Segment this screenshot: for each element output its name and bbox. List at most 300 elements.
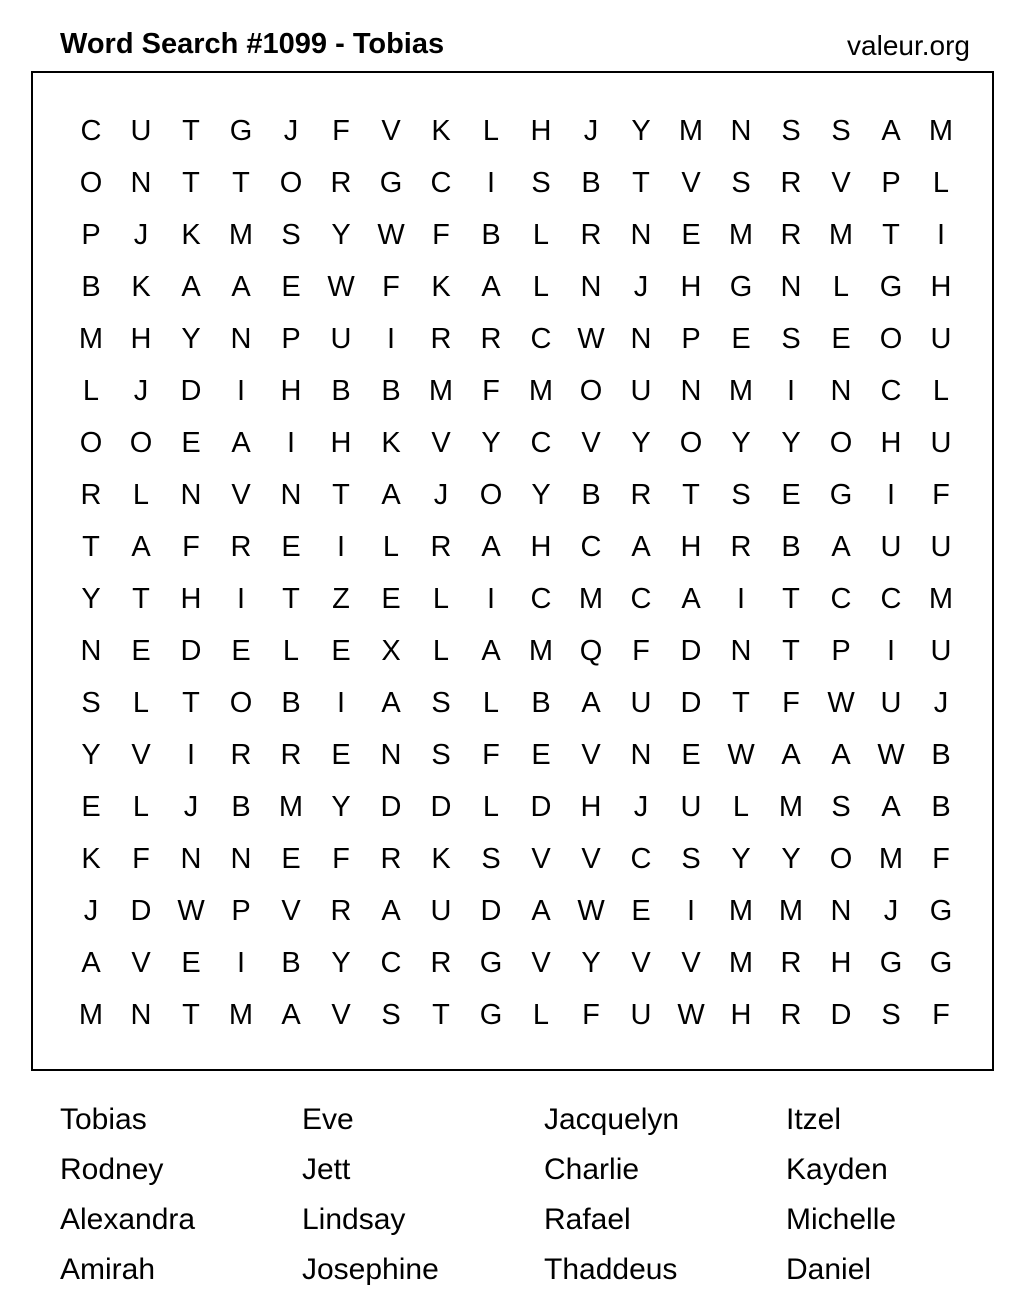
grid-letter[interactable]: F: [432, 218, 450, 251]
grid-letter[interactable]: T: [632, 166, 650, 199]
grid-letter[interactable]: I: [936, 218, 946, 251]
grid-letter[interactable]: O: [79, 426, 103, 459]
grid-letter[interactable]: H: [680, 270, 702, 303]
grid-letter[interactable]: C: [430, 166, 452, 199]
grid-letter[interactable]: R: [780, 218, 802, 251]
grid-letter[interactable]: A: [481, 634, 501, 667]
grid-letter[interactable]: F: [782, 686, 800, 719]
grid-letter[interactable]: W: [727, 738, 755, 771]
grid-letter[interactable]: T: [82, 530, 100, 563]
grid-letter[interactable]: W: [327, 270, 355, 303]
grid-letter[interactable]: F: [932, 998, 950, 1031]
grid-letter[interactable]: D: [380, 790, 402, 823]
grid-letter[interactable]: B: [531, 686, 551, 719]
grid-letter[interactable]: T: [282, 582, 300, 615]
grid-letter[interactable]: V: [631, 946, 651, 979]
grid-letter[interactable]: H: [530, 530, 552, 563]
grid-letter[interactable]: Y: [331, 946, 351, 979]
grid-letter[interactable]: U: [930, 530, 952, 563]
grid-letter[interactable]: A: [381, 478, 401, 511]
grid-letter[interactable]: F: [482, 738, 500, 771]
grid-letter[interactable]: P: [831, 634, 851, 667]
grid-letter[interactable]: W: [577, 322, 605, 355]
grid-letter[interactable]: C: [380, 946, 402, 979]
grid-letter[interactable]: M: [78, 322, 104, 355]
grid-letter[interactable]: B: [581, 166, 601, 199]
grid-letter[interactable]: M: [828, 218, 854, 251]
grid-letter[interactable]: I: [886, 478, 896, 511]
grid-letter[interactable]: R: [430, 322, 452, 355]
grid-letter[interactable]: V: [831, 166, 851, 199]
grid-letter[interactable]: A: [381, 686, 401, 719]
grid-letter[interactable]: Z: [332, 582, 350, 615]
grid-letter[interactable]: I: [486, 166, 496, 199]
grid-letter[interactable]: F: [332, 114, 350, 147]
grid-letter[interactable]: I: [236, 946, 246, 979]
grid-letter[interactable]: N: [730, 634, 752, 667]
grid-letter[interactable]: D: [680, 634, 702, 667]
grid-letter[interactable]: B: [931, 790, 951, 823]
grid-letter[interactable]: N: [80, 634, 102, 667]
grid-letter[interactable]: Y: [181, 322, 201, 355]
grid-letter[interactable]: N: [180, 842, 202, 875]
grid-letter[interactable]: Q: [579, 634, 603, 667]
grid-letter[interactable]: L: [132, 686, 150, 719]
grid-letter[interactable]: I: [686, 894, 696, 927]
grid-letter[interactable]: D: [680, 686, 702, 719]
grid-letter[interactable]: J: [133, 218, 149, 251]
grid-letter[interactable]: J: [183, 790, 199, 823]
grid-letter[interactable]: N: [830, 894, 852, 927]
grid-letter[interactable]: O: [79, 166, 103, 199]
grid-letter[interactable]: B: [781, 530, 801, 563]
grid-letter[interactable]: R: [430, 530, 452, 563]
grid-letter[interactable]: P: [81, 218, 101, 251]
grid-letter[interactable]: A: [81, 946, 101, 979]
grid-letter[interactable]: P: [881, 166, 901, 199]
grid-letter[interactable]: A: [831, 530, 851, 563]
grid-letter[interactable]: T: [182, 166, 200, 199]
grid-letter[interactable]: N: [580, 270, 602, 303]
grid-letter[interactable]: L: [132, 790, 150, 823]
grid-letter[interactable]: A: [381, 894, 401, 927]
grid-letter[interactable]: Y: [481, 426, 501, 459]
grid-letter[interactable]: G: [729, 270, 753, 303]
grid-letter[interactable]: A: [131, 530, 151, 563]
grid-letter[interactable]: J: [83, 894, 99, 927]
grid-letter[interactable]: B: [331, 374, 351, 407]
grid-letter[interactable]: N: [730, 114, 752, 147]
grid-letter[interactable]: M: [928, 114, 954, 147]
grid-letter[interactable]: M: [278, 790, 304, 823]
grid-letter[interactable]: S: [831, 114, 851, 147]
grid-letter[interactable]: S: [781, 322, 801, 355]
grid-letter[interactable]: M: [228, 998, 254, 1031]
grid-letter[interactable]: N: [630, 322, 652, 355]
grid-letter[interactable]: C: [80, 114, 102, 147]
grid-letter[interactable]: L: [932, 166, 950, 199]
grid-letter[interactable]: V: [581, 842, 601, 875]
grid-letter[interactable]: F: [332, 842, 350, 875]
grid-letter[interactable]: I: [336, 686, 346, 719]
grid-letter[interactable]: T: [432, 998, 450, 1031]
grid-letter[interactable]: H: [330, 426, 352, 459]
grid-letter[interactable]: K: [131, 270, 151, 303]
grid-letter[interactable]: R: [630, 478, 652, 511]
grid-letter[interactable]: B: [481, 218, 501, 251]
grid-letter[interactable]: V: [231, 478, 251, 511]
grid-letter[interactable]: B: [931, 738, 951, 771]
grid-letter[interactable]: L: [432, 582, 450, 615]
grid-letter[interactable]: L: [382, 530, 400, 563]
grid-letter[interactable]: E: [81, 790, 101, 823]
grid-letter[interactable]: E: [681, 218, 701, 251]
grid-letter[interactable]: D: [180, 374, 202, 407]
grid-letter[interactable]: R: [230, 530, 252, 563]
grid-letter[interactable]: E: [531, 738, 551, 771]
grid-letter[interactable]: B: [581, 478, 601, 511]
grid-letter[interactable]: N: [130, 998, 152, 1031]
grid-letter[interactable]: D: [480, 894, 502, 927]
grid-letter[interactable]: C: [530, 426, 552, 459]
grid-letter[interactable]: D: [180, 634, 202, 667]
grid-letter[interactable]: A: [831, 738, 851, 771]
grid-letter[interactable]: R: [280, 738, 302, 771]
grid-letter[interactable]: B: [81, 270, 101, 303]
grid-letter[interactable]: I: [886, 634, 896, 667]
grid-letter[interactable]: N: [130, 166, 152, 199]
grid-letter[interactable]: M: [728, 374, 754, 407]
grid-letter[interactable]: H: [730, 998, 752, 1031]
grid-letter[interactable]: F: [932, 478, 950, 511]
grid-letter[interactable]: L: [432, 634, 450, 667]
grid-letter[interactable]: T: [132, 582, 150, 615]
grid-letter[interactable]: L: [732, 790, 750, 823]
grid-letter[interactable]: A: [231, 270, 251, 303]
grid-letter[interactable]: B: [231, 790, 251, 823]
grid-letter[interactable]: S: [881, 998, 901, 1031]
grid-letter[interactable]: V: [131, 946, 151, 979]
grid-letter[interactable]: H: [280, 374, 302, 407]
grid-letter[interactable]: O: [679, 426, 703, 459]
grid-letter[interactable]: G: [929, 894, 953, 927]
grid-letter[interactable]: S: [431, 686, 451, 719]
grid-letter[interactable]: L: [482, 686, 500, 719]
grid-letter[interactable]: Y: [731, 842, 751, 875]
grid-letter[interactable]: R: [730, 530, 752, 563]
grid-letter[interactable]: E: [281, 530, 301, 563]
grid-letter[interactable]: C: [880, 374, 902, 407]
grid-letter[interactable]: G: [229, 114, 253, 147]
grid-letter[interactable]: T: [882, 218, 900, 251]
grid-letter[interactable]: M: [928, 582, 954, 615]
grid-letter[interactable]: A: [481, 530, 501, 563]
grid-letter[interactable]: O: [579, 374, 603, 407]
grid-letter[interactable]: R: [480, 322, 502, 355]
grid-letter[interactable]: L: [82, 374, 100, 407]
grid-letter[interactable]: U: [880, 686, 902, 719]
grid-letter[interactable]: U: [930, 426, 952, 459]
grid-letter[interactable]: U: [930, 322, 952, 355]
grid-letter[interactable]: N: [180, 478, 202, 511]
grid-letter[interactable]: S: [281, 218, 301, 251]
grid-letter[interactable]: C: [630, 582, 652, 615]
grid-letter[interactable]: M: [678, 114, 704, 147]
grid-letter[interactable]: O: [279, 166, 303, 199]
grid-letter[interactable]: M: [778, 790, 804, 823]
grid-letter[interactable]: R: [380, 842, 402, 875]
grid-letter[interactable]: U: [930, 634, 952, 667]
grid-letter[interactable]: G: [879, 270, 903, 303]
grid-letter[interactable]: V: [431, 426, 451, 459]
grid-letter[interactable]: B: [281, 946, 301, 979]
grid-letter[interactable]: L: [132, 478, 150, 511]
grid-letter[interactable]: V: [581, 738, 601, 771]
grid-letter[interactable]: E: [331, 738, 351, 771]
grid-letter[interactable]: E: [231, 634, 251, 667]
grid-letter[interactable]: I: [736, 582, 746, 615]
grid-letter[interactable]: N: [630, 738, 652, 771]
grid-letter[interactable]: I: [236, 582, 246, 615]
grid-letter[interactable]: I: [286, 426, 296, 459]
grid-letter[interactable]: E: [281, 842, 301, 875]
grid-letter[interactable]: M: [728, 946, 754, 979]
grid-letter[interactable]: T: [782, 634, 800, 667]
grid-letter[interactable]: E: [331, 634, 351, 667]
grid-letter[interactable]: V: [531, 842, 551, 875]
grid-letter[interactable]: D: [830, 998, 852, 1031]
grid-letter[interactable]: Y: [631, 426, 651, 459]
grid-letter[interactable]: G: [879, 946, 903, 979]
grid-letter[interactable]: T: [182, 998, 200, 1031]
grid-letter[interactable]: F: [382, 270, 400, 303]
grid-letter[interactable]: O: [229, 686, 253, 719]
grid-letter[interactable]: W: [377, 218, 405, 251]
grid-letter[interactable]: H: [830, 946, 852, 979]
grid-letter[interactable]: I: [236, 374, 246, 407]
grid-letter[interactable]: S: [781, 114, 801, 147]
grid-letter[interactable]: L: [832, 270, 850, 303]
grid-letter[interactable]: L: [932, 374, 950, 407]
grid-letter[interactable]: V: [531, 946, 551, 979]
grid-letter[interactable]: S: [831, 790, 851, 823]
grid-letter[interactable]: I: [336, 530, 346, 563]
grid-letter[interactable]: H: [580, 790, 602, 823]
grid-letter[interactable]: E: [131, 634, 151, 667]
grid-letter[interactable]: F: [932, 842, 950, 875]
grid-letter[interactable]: L: [482, 790, 500, 823]
grid-letter[interactable]: J: [633, 270, 649, 303]
grid-letter[interactable]: A: [631, 530, 651, 563]
grid-letter[interactable]: M: [728, 894, 754, 927]
grid-letter[interactable]: K: [431, 114, 451, 147]
grid-letter[interactable]: Y: [781, 842, 801, 875]
grid-letter[interactable]: P: [281, 322, 301, 355]
grid-letter[interactable]: F: [132, 842, 150, 875]
grid-letter[interactable]: M: [228, 218, 254, 251]
grid-letter[interactable]: X: [381, 634, 401, 667]
grid-letter[interactable]: G: [479, 946, 503, 979]
grid-letter[interactable]: S: [431, 738, 451, 771]
grid-letter[interactable]: K: [381, 426, 401, 459]
grid-letter[interactable]: U: [330, 322, 352, 355]
grid-letter[interactable]: M: [78, 998, 104, 1031]
grid-letter[interactable]: T: [732, 686, 750, 719]
grid-letter[interactable]: H: [530, 114, 552, 147]
grid-letter[interactable]: I: [486, 582, 496, 615]
grid-letter[interactable]: F: [582, 998, 600, 1031]
grid-letter[interactable]: Y: [331, 218, 351, 251]
grid-letter[interactable]: F: [182, 530, 200, 563]
grid-letter[interactable]: S: [531, 166, 551, 199]
grid-letter[interactable]: E: [381, 582, 401, 615]
grid-letter[interactable]: A: [881, 790, 901, 823]
grid-letter[interactable]: A: [581, 686, 601, 719]
grid-letter[interactable]: H: [930, 270, 952, 303]
grid-letter[interactable]: T: [182, 114, 200, 147]
grid-letter[interactable]: U: [630, 374, 652, 407]
grid-letter[interactable]: A: [781, 738, 801, 771]
grid-letter[interactable]: L: [482, 114, 500, 147]
grid-letter[interactable]: R: [230, 738, 252, 771]
grid-letter[interactable]: Y: [781, 426, 801, 459]
grid-letter[interactable]: O: [829, 842, 853, 875]
grid-letter[interactable]: U: [130, 114, 152, 147]
grid-letter[interactable]: K: [81, 842, 101, 875]
grid-letter[interactable]: J: [883, 894, 899, 927]
grid-letter[interactable]: W: [877, 738, 905, 771]
grid-letter[interactable]: Y: [531, 478, 551, 511]
grid-letter[interactable]: R: [330, 894, 352, 927]
grid-letter[interactable]: S: [681, 842, 701, 875]
grid-letter[interactable]: G: [929, 946, 953, 979]
grid-letter[interactable]: C: [530, 322, 552, 355]
grid-letter[interactable]: N: [230, 842, 252, 875]
grid-letter[interactable]: R: [780, 946, 802, 979]
grid-letter[interactable]: V: [131, 738, 151, 771]
grid-letter[interactable]: O: [479, 478, 503, 511]
grid-letter[interactable]: I: [786, 374, 796, 407]
grid-letter[interactable]: D: [130, 894, 152, 927]
grid-letter[interactable]: O: [129, 426, 153, 459]
grid-letter[interactable]: A: [231, 426, 251, 459]
grid-letter[interactable]: U: [680, 790, 702, 823]
grid-letter[interactable]: N: [780, 270, 802, 303]
grid-letter[interactable]: A: [181, 270, 201, 303]
grid-letter[interactable]: Y: [581, 946, 601, 979]
grid-letter[interactable]: D: [530, 790, 552, 823]
grid-letter[interactable]: P: [681, 322, 701, 355]
grid-letter[interactable]: R: [80, 478, 102, 511]
grid-letter[interactable]: S: [381, 998, 401, 1031]
grid-letter[interactable]: L: [532, 270, 550, 303]
grid-letter[interactable]: J: [933, 686, 949, 719]
grid-letter[interactable]: A: [281, 998, 301, 1031]
grid-letter[interactable]: M: [878, 842, 904, 875]
grid-letter[interactable]: N: [630, 218, 652, 251]
grid-letter[interactable]: V: [281, 894, 301, 927]
grid-letter[interactable]: R: [330, 166, 352, 199]
grid-letter[interactable]: U: [630, 998, 652, 1031]
grid-letter[interactable]: Y: [731, 426, 751, 459]
grid-letter[interactable]: M: [778, 894, 804, 927]
grid-letter[interactable]: B: [381, 374, 401, 407]
grid-letter[interactable]: W: [677, 998, 705, 1031]
grid-letter[interactable]: J: [133, 374, 149, 407]
grid-letter[interactable]: C: [830, 582, 852, 615]
grid-letter[interactable]: H: [180, 582, 202, 615]
grid-letter[interactable]: T: [332, 478, 350, 511]
grid-letter[interactable]: G: [479, 998, 503, 1031]
grid-letter[interactable]: T: [232, 166, 250, 199]
grid-letter[interactable]: M: [578, 582, 604, 615]
grid-letter[interactable]: T: [182, 686, 200, 719]
grid-letter[interactable]: J: [283, 114, 299, 147]
grid-letter[interactable]: N: [380, 738, 402, 771]
grid-letter[interactable]: C: [530, 582, 552, 615]
grid-letter[interactable]: O: [829, 426, 853, 459]
grid-letter[interactable]: W: [177, 894, 205, 927]
grid-letter[interactable]: M: [528, 634, 554, 667]
grid-letter[interactable]: R: [430, 946, 452, 979]
grid-letter[interactable]: T: [682, 478, 700, 511]
grid-letter[interactable]: K: [181, 218, 201, 251]
grid-letter[interactable]: V: [581, 426, 601, 459]
grid-letter[interactable]: J: [583, 114, 599, 147]
grid-letter[interactable]: E: [631, 894, 651, 927]
grid-letter[interactable]: N: [230, 322, 252, 355]
grid-letter[interactable]: Y: [631, 114, 651, 147]
grid-letter[interactable]: N: [280, 478, 302, 511]
grid-letter[interactable]: M: [528, 374, 554, 407]
grid-letter[interactable]: N: [830, 374, 852, 407]
grid-letter[interactable]: I: [186, 738, 196, 771]
grid-letter[interactable]: Y: [81, 738, 101, 771]
grid-letter[interactable]: E: [781, 478, 801, 511]
grid-letter[interactable]: O: [879, 322, 903, 355]
grid-letter[interactable]: J: [633, 790, 649, 823]
grid-letter[interactable]: A: [681, 582, 701, 615]
grid-letter[interactable]: W: [577, 894, 605, 927]
grid-letter[interactable]: C: [880, 582, 902, 615]
grid-letter[interactable]: I: [386, 322, 396, 355]
grid-letter[interactable]: L: [532, 218, 550, 251]
grid-letter[interactable]: J: [433, 478, 449, 511]
grid-letter[interactable]: V: [681, 946, 701, 979]
grid-letter[interactable]: W: [827, 686, 855, 719]
grid-letter[interactable]: R: [780, 166, 802, 199]
grid-letter[interactable]: L: [532, 998, 550, 1031]
grid-letter[interactable]: L: [282, 634, 300, 667]
grid-letter[interactable]: E: [831, 322, 851, 355]
grid-letter[interactable]: M: [428, 374, 454, 407]
grid-letter[interactable]: H: [130, 322, 152, 355]
grid-letter[interactable]: S: [731, 166, 751, 199]
grid-letter[interactable]: D: [430, 790, 452, 823]
grid-letter[interactable]: H: [680, 530, 702, 563]
grid-letter[interactable]: C: [630, 842, 652, 875]
grid-letter[interactable]: A: [481, 270, 501, 303]
grid-letter[interactable]: V: [681, 166, 701, 199]
grid-letter[interactable]: K: [431, 842, 451, 875]
grid-letter[interactable]: V: [381, 114, 401, 147]
grid-letter[interactable]: K: [431, 270, 451, 303]
grid-letter[interactable]: S: [481, 842, 501, 875]
grid-letter[interactable]: S: [731, 478, 751, 511]
grid-letter[interactable]: S: [81, 686, 101, 719]
grid-letter[interactable]: A: [881, 114, 901, 147]
grid-letter[interactable]: Y: [331, 790, 351, 823]
